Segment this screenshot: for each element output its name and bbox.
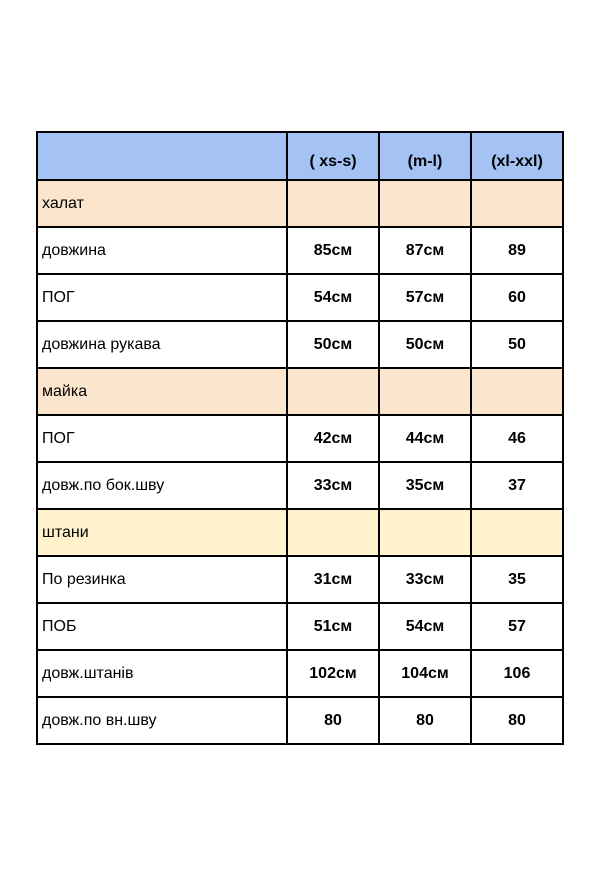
table-header-row	[37, 132, 563, 180]
row-value: 80	[471, 697, 563, 744]
row-value: 35	[471, 556, 563, 603]
row-value: 46	[471, 415, 563, 462]
section-title: халат	[37, 180, 287, 227]
header-size-m-l: (m-l)	[379, 132, 471, 180]
section-empty-cell	[287, 368, 379, 415]
row-label: довж.штанів	[37, 650, 287, 697]
table-row	[37, 227, 563, 274]
row-label: ПОГ	[37, 274, 287, 321]
row-value: 57	[471, 603, 563, 650]
section-empty-cell	[471, 368, 563, 415]
row-value: 106	[471, 650, 563, 697]
table-row	[37, 556, 563, 603]
row-value: 54см	[287, 274, 379, 321]
section-title: майка	[37, 368, 287, 415]
row-label: По резинка	[37, 556, 287, 603]
section-empty-cell	[287, 509, 379, 556]
row-value: 87см	[379, 227, 471, 274]
row-value: 51см	[287, 603, 379, 650]
section-empty-cell	[379, 180, 471, 227]
row-value: 37	[471, 462, 563, 509]
table-row	[37, 650, 563, 697]
section-empty-cell	[379, 509, 471, 556]
header-size-xs-s: ( xs-s)	[287, 132, 379, 180]
row-value: 102см	[287, 650, 379, 697]
row-value: 104см	[379, 650, 471, 697]
row-value: 80	[287, 697, 379, 744]
row-label: довжина рукава	[37, 321, 287, 368]
table-row	[37, 697, 563, 744]
row-value: 54см	[379, 603, 471, 650]
row-value: 50см	[379, 321, 471, 368]
row-value: 33см	[287, 462, 379, 509]
row-value: 89	[471, 227, 563, 274]
row-value: 50	[471, 321, 563, 368]
header-empty-cell	[37, 132, 287, 180]
table-row	[37, 274, 563, 321]
row-label: ПОГ	[37, 415, 287, 462]
size-chart-table	[36, 131, 564, 745]
row-label: довж.по бок.шву	[37, 462, 287, 509]
table-row	[37, 415, 563, 462]
section-empty-cell	[287, 180, 379, 227]
row-label: довж.по вн.шву	[37, 697, 287, 744]
row-value: 80	[379, 697, 471, 744]
row-value: 33см	[379, 556, 471, 603]
row-value: 35см	[379, 462, 471, 509]
row-label: довжина	[37, 227, 287, 274]
row-label: ПОБ	[37, 603, 287, 650]
row-value: 60	[471, 274, 563, 321]
row-value: 42см	[287, 415, 379, 462]
section-title: штани	[37, 509, 287, 556]
table-row	[37, 603, 563, 650]
section-empty-cell	[471, 180, 563, 227]
row-value: 31см	[287, 556, 379, 603]
table-row	[37, 321, 563, 368]
section-row-khalat	[37, 180, 563, 227]
row-value: 44см	[379, 415, 471, 462]
section-row-shtany	[37, 509, 563, 556]
row-value: 57см	[379, 274, 471, 321]
table-row	[37, 462, 563, 509]
section-empty-cell	[379, 368, 471, 415]
section-empty-cell	[471, 509, 563, 556]
row-value: 85см	[287, 227, 379, 274]
row-value: 50см	[287, 321, 379, 368]
header-size-xl-xxl: (xl-xxl)	[471, 132, 563, 180]
section-row-maika	[37, 368, 563, 415]
